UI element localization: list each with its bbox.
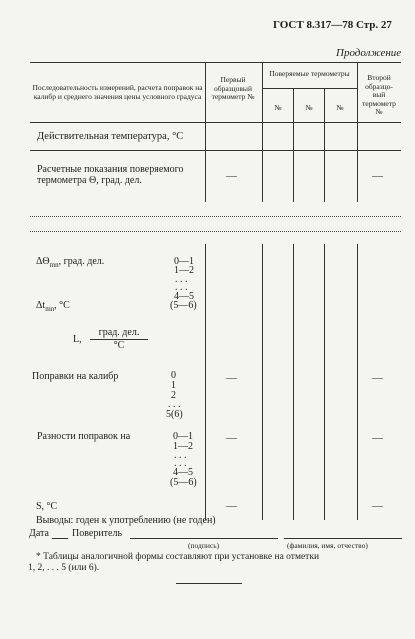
dash-second-reference-readings: — [372,170,383,182]
calib-seq-2: 2 [171,390,176,401]
delta-t-label [36,300,70,313]
footnote-line-1: * Таблицы аналогичной формы составляют при установке на отметки [36,552,320,562]
dash-first-reference-readings: — [226,170,237,182]
col-divider-3-lower [293,244,294,520]
col-divider-2-upper [262,122,263,202]
calib-seq-1: 1 [171,380,176,391]
row-actual-temperature: Действительная температура, °C [37,131,184,142]
table-header-rule [30,122,401,123]
row-rule-actual-temp [30,150,401,151]
col-divider-1-lower [205,244,206,520]
dash-second-reference-calib: — [372,372,383,384]
row-readings [37,164,203,186]
col-divider-3-header [293,88,294,122]
diff-seq-3: . . . [174,458,187,469]
col-divider-4-lower [324,244,325,520]
diff-seq-0: 0—1 [173,431,193,442]
seq-a-0: 0—1 [174,256,194,267]
calib-seq-4: 5(6) [166,409,183,420]
signature-line [130,538,278,539]
calib-seq-3: . . . [168,399,181,410]
tested-number-1: № [274,103,282,112]
calib-label: Поправки на калибр [32,371,119,382]
diff-seq-2: . . . [174,450,187,461]
seq-a-3: . . . [175,282,188,293]
dash-first-reference-calib: — [226,372,237,384]
continuation-label: Продолжение [336,47,402,59]
tested-number-3: № [336,103,344,112]
dash-first-reference-s: — [226,500,237,512]
delta-theta-subscript: mn [49,261,59,269]
page-header: ГОСТ 8.317—78 Стр. 27 [273,19,392,31]
seq-a-2: . . . [175,274,188,285]
name-caption: (фамилия, имя, отчество) [287,541,368,550]
table-top-rule [30,62,401,63]
verifier-label: Поверитель [72,528,123,539]
col-first-reference-header: Первый образцовый термометр № [211,75,255,101]
delta-theta-unit: , град. дел. [58,256,105,267]
l-denominator: °C [113,340,125,351]
dash-first-reference-diff: — [226,432,237,444]
seq-a-4: 4—5 [174,291,194,302]
col-divider-4-upper [324,122,325,202]
delta-t-symbol: Δt [36,300,46,311]
col-divider-4-header [324,88,325,122]
delta-t-subscript: mn [45,305,55,313]
dash-second-reference-s: — [372,500,383,512]
col-divider-5-lower [357,244,358,520]
col-divider-2-lower [262,244,263,520]
col-divider-1-header [205,62,206,122]
delta-theta-symbol: ΔΘ [36,256,50,267]
col-second-reference-header: Второй образцо-вый термометр № [362,73,396,116]
readings-line-2: термометра Θ, град. дел. [37,175,142,186]
dash-second-reference-diff: — [372,432,383,444]
col-divider-3-upper [293,122,294,202]
diff-label: Разности поправок на [37,431,131,442]
diff-seq-1: 1—2 [173,441,193,452]
diff-seq-5: (5—6) [170,477,197,488]
dotted-separator-2 [30,231,401,232]
col-divider-5-header [357,62,358,122]
delta-theta-label [36,256,104,269]
footnote-line-2: 1, 2, . . . 5 (или 6). [28,563,100,573]
conclusions: Выводы: годен к употреблению (не годен) [36,515,216,526]
diff-seq-4: 4—5 [173,467,193,478]
calib-seq-0: 0 [171,370,176,381]
col-sequence-header: Последовательность измерений, расчета поправок на калибр и среднего значения цены условного градуса [32,83,203,101]
delta-t-unit: , °C [54,300,70,311]
tested-number-2: № [305,103,313,112]
seq-a-5: (5—6) [170,300,197,311]
date-line [52,538,68,539]
dotted-separator-1 [30,216,401,217]
s-label: S, °C [36,501,58,512]
col-tested-header: Поверяемые термометры [269,69,350,78]
readings-line-1: Расчетные показания поверяемого [37,164,184,175]
subheader-rule [262,88,357,89]
name-line [284,538,402,539]
l-numerator: град. дел. [98,327,140,338]
closing-rule [176,583,242,584]
seq-a-1: 1—2 [174,265,194,276]
col-divider-5-upper [357,122,358,202]
signature-caption: (подпись) [188,541,220,550]
date-label: Дата [29,528,49,539]
col-divider-1-upper [205,122,206,202]
l-label: L, [73,334,82,345]
